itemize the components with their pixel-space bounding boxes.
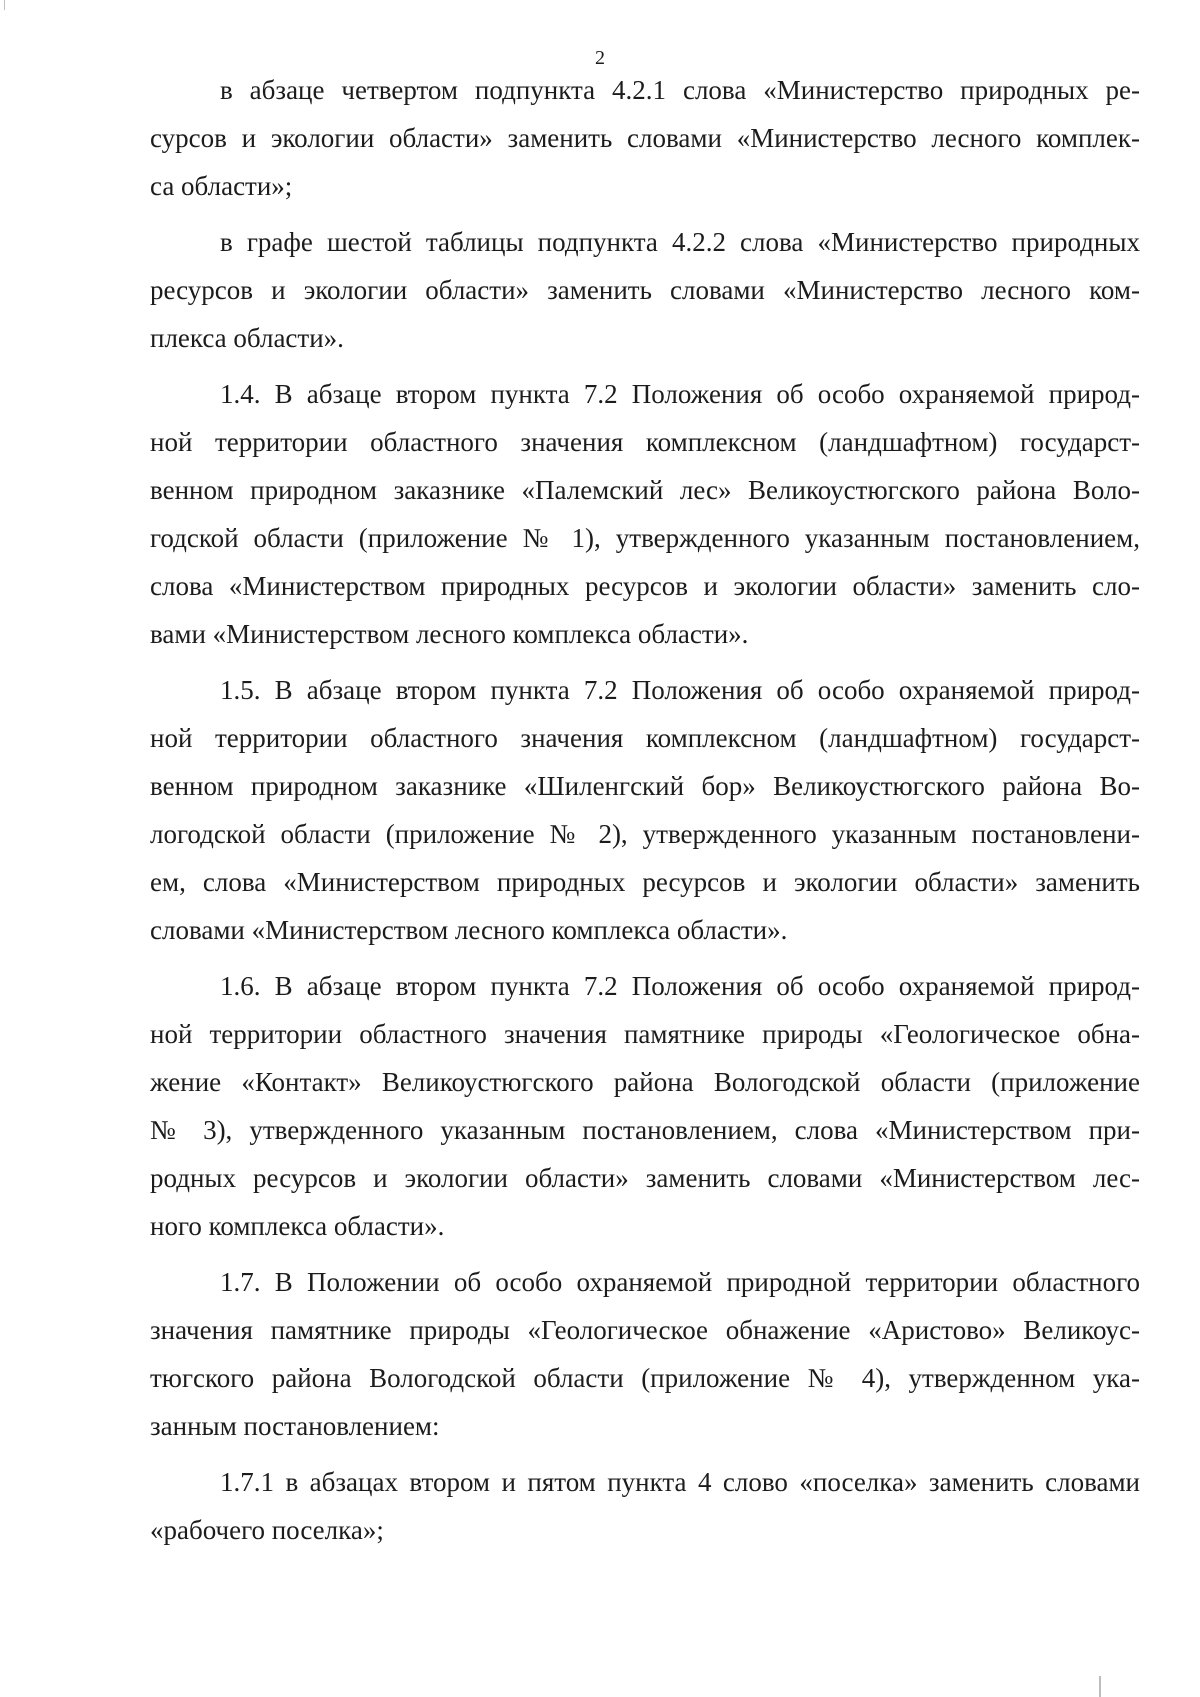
paragraph — [150, 666, 1140, 954]
text-line: слова «Министерством природных ресурсов и экологии области» заменить сло- — [150, 571, 1140, 601]
text-line: тюгского района Вологодской области (приложение № 4), утвержденном ука- — [150, 1363, 1140, 1393]
text-line: сурсов и экологии области» заменить словами «Министерство лесного комплек- — [150, 123, 1140, 153]
text-line: в абзаце четвертом подпункта 4.2.1 слова «Министерство природных ре- — [220, 75, 1140, 105]
text-line: 1.4. В абзаце втором пункта 7.2 Положения об особо охраняемой природ- — [220, 379, 1140, 409]
text-line: ного комплекса области». — [150, 1211, 445, 1241]
page-number: 2 — [595, 47, 605, 69]
text-line: венном природном заказнике «Палемский лес» Великоустюгского района Воло- — [150, 475, 1140, 505]
text-line: № 3), утвержденного указанным постановлением, слова «Министерством при- — [150, 1115, 1140, 1145]
text-line: 1.7.1 в абзацах втором и пятом пункта 4 слово «поселка» заменить словами — [220, 1467, 1140, 1497]
text-line: ной территории областного значения памятнике природы «Геологическое обна- — [150, 1019, 1140, 1049]
text-line: логодской области (приложение № 2), утвержденного указанным постановлени- — [150, 819, 1140, 849]
text-line: ресурсов и экологии области» заменить словами «Министерство лесного ком- — [150, 275, 1140, 305]
text-line: вами «Министерством лесного комплекса области». — [150, 619, 749, 649]
scan-edge-mark — [4, 0, 5, 10]
text-line: 1.6. В абзаце втором пункта 7.2 Положения об особо охраняемой природ- — [220, 971, 1140, 1001]
text-line: 1.7. В Положении об особо охраняемой природной территории областного — [220, 1267, 1140, 1297]
text-line: ной территории областного значения комплексном (ландшафтном) государст- — [150, 723, 1140, 753]
paragraph — [150, 1258, 1140, 1450]
paragraph — [150, 370, 1140, 658]
paragraph — [150, 962, 1140, 1250]
text-line: занным постановлением: — [150, 1411, 440, 1441]
scan-edge-mark — [1099, 1676, 1101, 1697]
text-line: 1.5. В абзаце втором пункта 7.2 Положения об особо охраняемой природ- — [220, 675, 1140, 705]
document-body — [150, 66, 1140, 1562]
text-line: родных ресурсов и экологии области» заменить словами «Министерством лес- — [150, 1163, 1140, 1193]
text-line: ной территории областного значения комплексном (ландшафтном) государст- — [150, 427, 1140, 457]
text-line: венном природном заказнике «Шиленгский бор» Великоустюгского района Во- — [150, 771, 1140, 801]
text-line: значения памятнике природы «Геологическое обнажение «Аристово» Великоус- — [150, 1315, 1140, 1345]
text-line: плекса области». — [150, 323, 344, 353]
text-line: са области»; — [150, 171, 293, 201]
paragraph — [150, 66, 1140, 210]
text-line: годской области (приложение № 1), утвержденного указанным постановлением, — [150, 523, 1140, 553]
text-line: в графе шестой таблицы подпункта 4.2.2 слова «Министерство природных — [220, 227, 1140, 257]
text-line: «рабочего поселка»; — [150, 1515, 384, 1545]
text-line: ем, слова «Министерством природных ресурсов и экологии области» заменить — [150, 867, 1140, 897]
paragraph — [150, 1458, 1140, 1554]
text-line: жение «Контакт» Великоустюгского района Вологодской области (приложение — [150, 1067, 1140, 1097]
text-line: словами «Министерством лесного комплекса области». — [150, 915, 788, 945]
paragraph — [150, 218, 1140, 362]
